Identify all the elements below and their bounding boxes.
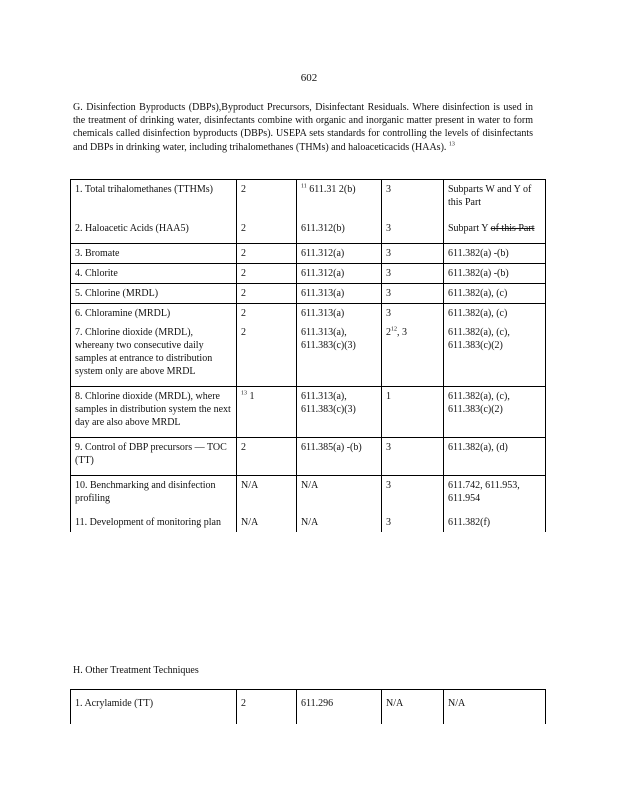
level-cell: 2 xyxy=(237,180,297,213)
level2-cell: 3 xyxy=(382,212,444,244)
contaminant-cell: 1. Acrylamide (TT) xyxy=(75,698,154,709)
level2-cell: 3 xyxy=(382,508,444,532)
level2-cell xyxy=(382,323,444,387)
table-row xyxy=(71,180,546,213)
subpart-cell: Subparts W and Y of this Part xyxy=(444,180,546,213)
level2-cell: 3 xyxy=(382,244,444,264)
level2-tail: , 3 xyxy=(397,327,407,338)
level2-cell: 3 xyxy=(382,304,444,324)
level2-text: 2 xyxy=(386,327,391,338)
citation-text: 611.31 2(b) xyxy=(309,184,356,195)
citation-cell: N/A xyxy=(297,508,382,532)
contaminant-cell: 11. Development of monitoring plan xyxy=(75,517,221,528)
level2-cell: 1 xyxy=(382,387,444,438)
contaminant-cell: 8. Chlorine dioxide (MRDL), where samples in distribution system the next day are also above MRDL xyxy=(71,387,237,438)
table-row xyxy=(71,304,546,324)
table-row xyxy=(71,476,546,509)
citation-cell: 611.313(a), 611.383(c)(3) xyxy=(297,387,382,438)
citation-cell: 611.385(a) -(b) xyxy=(297,438,382,476)
contaminant-cell: 2. Haloacetic Acids (HAA5) xyxy=(75,223,189,234)
table-row xyxy=(71,264,546,284)
level-cell: 2 xyxy=(237,212,297,244)
level2-cell: 3 xyxy=(382,284,444,304)
citation-cell: 611.312(b) xyxy=(297,212,382,244)
table-row xyxy=(71,438,546,476)
level-cell: 2 xyxy=(237,438,297,476)
section-g-heading: G. Disinfection Byproducts (DBPs),Byproduct Precursors, Disinfectant Residuals. xyxy=(73,102,409,113)
citation-cell: 611.312(a) xyxy=(297,264,382,284)
level2-cell: 3 xyxy=(382,438,444,476)
level-cell: 2 xyxy=(237,244,297,264)
contaminant-cell: 10. Benchmarking and disinfection profiling xyxy=(71,476,237,509)
footnote-ref: 12 xyxy=(391,326,397,333)
table-row xyxy=(71,323,546,387)
dbp-table xyxy=(70,179,546,532)
level-cell xyxy=(237,387,297,438)
level2-cell: N/A xyxy=(382,690,444,725)
subpart-cell: 611.382(a) -(b) xyxy=(444,244,546,264)
level-text: 1 xyxy=(249,391,255,402)
level2-cell: 3 xyxy=(382,264,444,284)
citation-cell: 611.313(a) xyxy=(297,284,382,304)
citation-cell: 611.312(a) xyxy=(297,244,382,264)
table-row xyxy=(71,212,546,244)
subpart-cell xyxy=(444,212,546,244)
subpart-text: Subpart Y xyxy=(448,223,489,234)
table-row xyxy=(71,244,546,264)
level-cell: N/A xyxy=(237,476,297,509)
subpart-cell: 611.382(a) -(b) xyxy=(444,264,546,284)
level2-cell: 3 xyxy=(382,180,444,213)
subpart-cell: 611.382(a), (c), 611.383(c)(2) xyxy=(444,387,546,438)
citation-cell: N/A xyxy=(297,476,382,509)
level-cell: 2 xyxy=(237,304,297,324)
citation-cell: 611.313(a), 611.383(c)(3) xyxy=(297,323,382,387)
level-cell: 2 xyxy=(237,264,297,284)
page-number: 602 xyxy=(300,72,318,84)
contaminant-cell: 5. Chlorine (MRDL) xyxy=(71,284,237,304)
section-g-body: Where disinfection is used in the treatment of drinking water, disinfectants combine with organic and inorganic matter present in water to form chemicals called disinfection byproducts (DBPs). USEPA sets standards for controlling the levels of disinfectants and DBPs in drinking water, including trihalomethanes (THMs) and haloaceticacids (HAAs). xyxy=(73,102,533,153)
footnote-ref: 11 xyxy=(301,183,307,190)
subpart-cell: 611.382(a), (c) xyxy=(444,284,546,304)
subpart-cell: 611.382(a), (c), 611.383(c)(2) xyxy=(444,323,546,387)
section-g-intro xyxy=(73,101,533,154)
level2-cell: 3 xyxy=(382,476,444,509)
table-row xyxy=(71,284,546,304)
level-cell: 2 xyxy=(237,284,297,304)
contaminant-cell: 6. Chloramine (MRDL) xyxy=(71,304,237,324)
level-cell: 2 xyxy=(237,323,297,387)
level-cell: 2 xyxy=(237,690,297,725)
citation-cell: 611.313(a) xyxy=(297,304,382,324)
subpart-cell: 611.382(a), (d) xyxy=(444,438,546,476)
citation-cell xyxy=(297,180,382,213)
subpart-cell: 611.382(f) xyxy=(444,508,546,532)
citation-cell: 611.296 xyxy=(297,690,382,725)
contaminant-cell: 3. Bromate xyxy=(71,244,237,264)
treatment-table xyxy=(70,689,546,724)
footnote-ref: 13 xyxy=(241,390,247,397)
contaminant-cell: 7. Chlorine dioxide (MRDL), whereany two consecutive daily samples at entrance to distribution system only are above MRDL xyxy=(75,327,213,377)
subpart-cell: 611.382(a), (c) xyxy=(444,304,546,324)
table-row xyxy=(71,508,546,532)
section-h-heading: H. Other Treatment Techniques xyxy=(73,665,199,676)
footnote-ref: 13 xyxy=(448,141,455,148)
contaminant-cell: 4. Chlorite xyxy=(71,264,237,284)
subpart-cell: 611.742, 611.953, 611.954 xyxy=(444,476,546,509)
struck-text: of this Part xyxy=(490,223,535,234)
table-row xyxy=(71,690,546,725)
subpart-cell: N/A xyxy=(444,690,546,725)
contaminant-cell: 9. Control of DBP precursors — TOC (TT) xyxy=(71,438,237,476)
table-row xyxy=(71,387,546,438)
level-cell: N/A xyxy=(237,508,297,532)
contaminant-cell: 1. Total trihalomethanes (TTHMs) xyxy=(75,184,213,195)
